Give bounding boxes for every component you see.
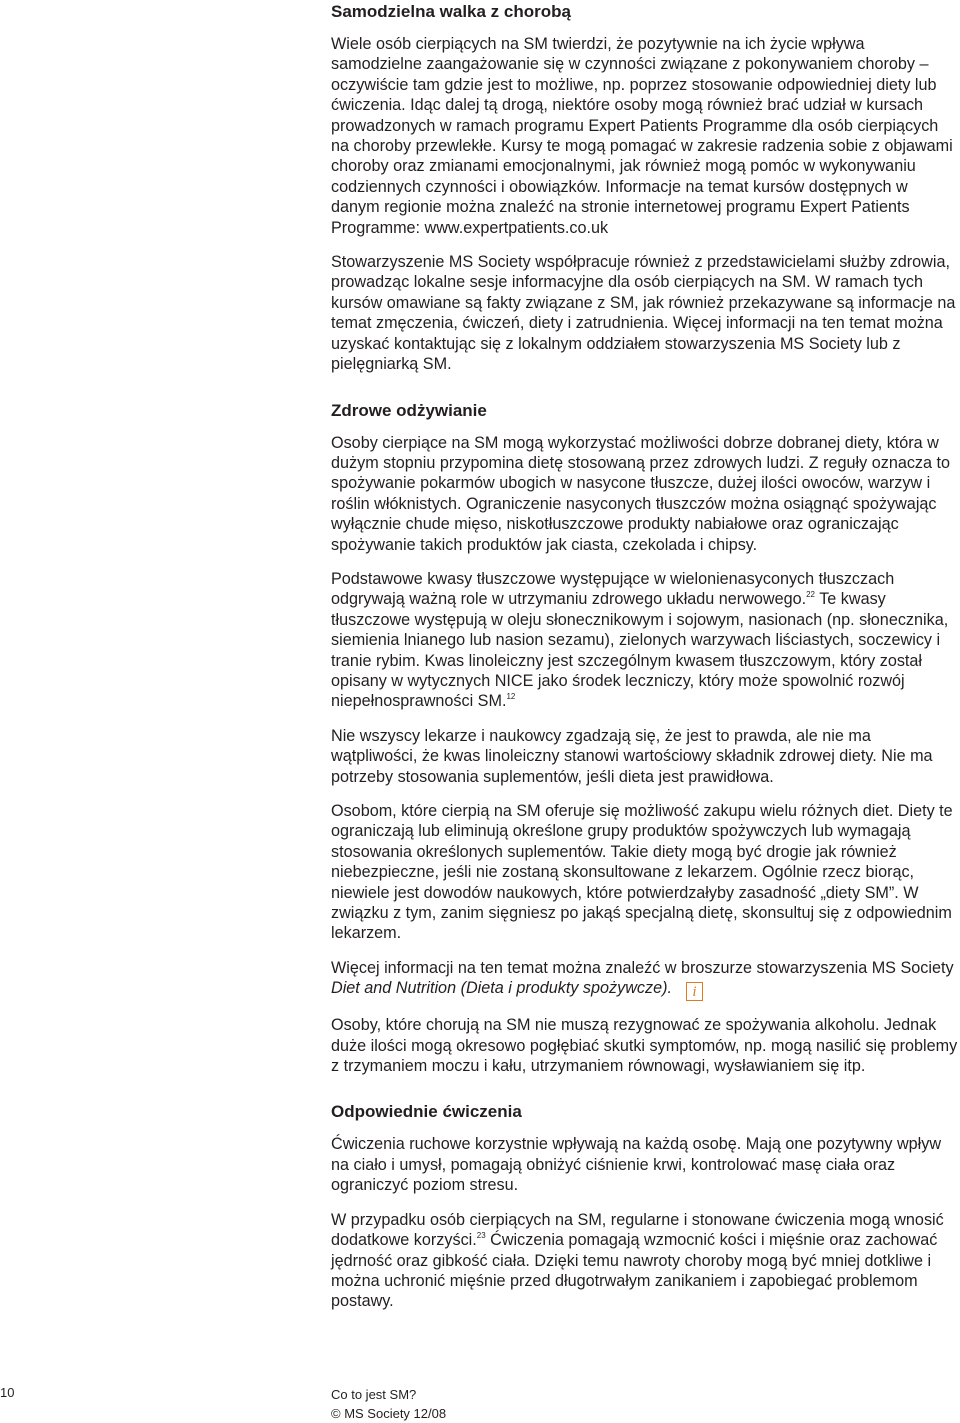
reference-marker: 12 bbox=[506, 692, 516, 702]
footer-info bbox=[331, 1385, 446, 1423]
publication-name: Co to jest SM? bbox=[331, 1387, 417, 1402]
paragraph: Osoby, które chorują na SM nie muszą rezygnować ze spożywania alkoholu. Jednak duże ilości mogą okresowo pogłębiać skutki symptomów, np. mogą nasilić się problemy z trzymaniem moczu i kału, utrzymaniem równowagi, wysławianiem się itp. bbox=[331, 1016, 958, 1076]
section-heading: Samodzielna walka z chorobą bbox=[331, 2, 571, 21]
paragraph: Stowarzyszenie MS Society współpracuje również z przedstawicielami służby zdrowia, prowadząc lokalne sesje informacyjne dla osób cierpiących na SM. W ramach tych kursów omawiane są fakty związane z SM, jak również przekazywane są informacje na temat zmęczenia, ćwiczeń, diety i zatrudnienia. Więcej informacji na ten temat można uzyskać kontaktując się z lokalnym oddziałem stowarzyszenia MS Society lub z pielęgniarką SM. bbox=[331, 253, 956, 374]
paragraph-text: Te kwasy tłuszczowe występują w oleju słonecznikowym i sojowym, nasionach (np. słonecznika, siemienia lnianego lub nasion sezamu), zielonych warzywach liściastych, soczewicy i tranie rybim. Kwas linoleiczny jest szczególnym kwasem tłuszczowym, który został opisany w wytycznych NICE jako środek leczniczy, który może spowolnić rozwój niepełnosprawności SM. bbox=[331, 590, 949, 711]
paragraph: Osobom, które cierpią na SM oferuje się możliwość zakupu wielu różnych diet. Diety te ograniczają lub eliminują określone grupy produktów spożywczych lub wymagają stosowania określonych suplementów. Takie diety mogą być drogie jak również niebezpieczne, jeśli nie zostaną skonsultowane z lekarzem. Ogólnie rzecz biorąc, niewiele jest dowodów naukowych, które potwierdzałyby zasadność „diety SM”. W związku z tym, zanim sięgniesz po jakąś specjalną dietę, skonsultuj się z odpowiednim lekarzem. bbox=[331, 802, 953, 943]
reference-marker: 23 bbox=[476, 1231, 486, 1241]
section-heading: Zdrowe odżywianie bbox=[331, 400, 487, 420]
copyright: © MS Society 12/08 bbox=[331, 1406, 447, 1421]
section-self-management bbox=[331, 2, 959, 375]
paragraph: Wiele osób cierpiących na SM twierdzi, że pozytywnie na ich życie wpływa samodzielne zaangażowanie się w czynności związane z pokonywaniem choroby – oczywiście tam gdzie jest to możliwe, np. poprzez stosowanie odpowiedniej diety lub ćwiczenia. Idąc dalej tą drogą, niektóre osoby mogą również brać udział w kursach prowadzonych w ramach programu Expert Patients Programme dla osób cierpiących na choroby przewlekłe. Kursy te mogą pomagać w zakresie radzenia sobie z objawami choroby oraz zmianami emocjonalnymi, jak również mogą pomóc w wykonywaniu codziennych czynności i obowiązków. Informacje na temat kursów dostępnych w danym regionie można znaleźć na stronie internetowej programu Expert Patients Programme: www.expertpatients.co.uk bbox=[331, 35, 953, 237]
info-icon: i bbox=[686, 982, 703, 1001]
section-exercise bbox=[331, 1102, 959, 1311]
section-healthy-eating bbox=[331, 401, 959, 1077]
paragraph bbox=[331, 1210, 959, 1312]
paragraph: Nie wszyscy lekarze i naukowcy zgadzają się, że jest to prawda, ale nie ma wątpliwości, że kwas linoleiczny stanowi wartościowy składnik zdrowej diety. Nie ma potrzeby stosowania suplementów, jeśli dieta jest prawidłowa. bbox=[331, 726, 933, 786]
page-number: 10 bbox=[0, 1385, 15, 1400]
publication-title: Diet and Nutrition (Dieta i produkty spożywcze). bbox=[331, 979, 672, 998]
section-heading: Odpowiednie ćwiczenia bbox=[331, 1102, 522, 1122]
paragraph: Ćwiczenia ruchowe korzystnie wpływają na każdą osobę. Mają one pozytywny wpływ na ciało i umysł, pomagają obniżyć ciśnienie krwi, kontrolować masę ciała oraz ograniczyć poziom stresu. bbox=[331, 1135, 942, 1195]
main-column bbox=[331, 2, 959, 1338]
reference-marker: 22 bbox=[806, 590, 815, 600]
paragraph-text: Ćwiczenia pomagają wzmocnić kości i mięśnie oraz zachować jędrność oraz gibkość ciała. Dzięki temu nawroty choroby mogą być mniej dotkliwe i można uchronić mięśnie przed długotrwałym zanikaniem i zapobiegać problemom postawy. bbox=[331, 1231, 938, 1311]
paragraph bbox=[331, 569, 959, 712]
paragraph-text: W przypadku osób cierpiących na SM, regularne i stonowane ćwiczenia mogą wnosić dodatkowe korzyści. bbox=[331, 1210, 944, 1250]
paragraph bbox=[331, 958, 959, 1001]
paragraph-text: Więcej informacji na ten temat można znaleźć w broszurze stowarzyszenia MS Society bbox=[331, 958, 954, 977]
paragraph-text: Podstawowe kwasy tłuszczowe występujące w wielonienasyconych tłuszczach odgrywają ważną role w utrzymaniu zdrowego układu nerwowego. bbox=[331, 569, 895, 609]
paragraph: Osoby cierpiące na SM mogą wykorzystać możliwości dobrze dobranej diety, która w dużym stopniu przypomina dietę stosowaną przez zdrowych ludzi. Z reguły oznacza to spożywanie pokarmów ubogich w nasycone tłuszcze, dużej ilości owoców, warzyw i roślin włóknistych. Ograniczenie nasyconych tłuszczów można osiągnąć spożywając wyłącznie chude mięso, niskotłuszczowe produkty nabiałowe oraz ograniczając spożywanie takich produktów jak ciasta, czekolada i chipsy. bbox=[331, 433, 951, 554]
